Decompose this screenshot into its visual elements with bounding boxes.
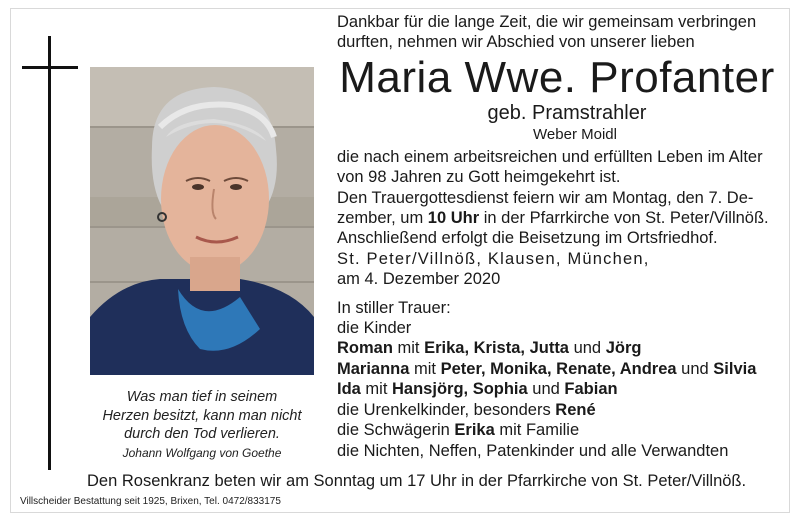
mourners-line	[337, 379, 777, 399]
cross-horizontal-bar	[22, 66, 78, 69]
text-segment: in der Pfarrkirche von St. Peter/Villnöß.	[479, 209, 769, 228]
goethe-quote	[90, 388, 314, 462]
mourner-name: Fabian	[564, 380, 618, 399]
text-segment: die Urenkelkinder, besonders	[337, 400, 556, 419]
text-segment: mit	[392, 339, 425, 358]
mourner-name: René	[555, 400, 596, 419]
mourner-name: Ida	[337, 380, 361, 399]
quote-author: Johann Wolfgang von Goethe	[122, 445, 282, 460]
mourner-name: Silvia	[713, 359, 757, 378]
intro-line: Dankbar für die lange Zeit, die wir gemeinsam verbringen	[337, 13, 757, 31]
mourners-line: die Nichten, Neffen, Patenkinder und alle Verwandten	[337, 441, 729, 460]
mourner-name: Erika, Krista, Jutta	[424, 339, 569, 358]
mourner-name: Peter, Monika, Renate, Andrea	[440, 359, 677, 378]
body-line	[337, 208, 777, 228]
body-line: von 98 Jahren zu Gott heimgekehrt ist.	[337, 168, 621, 187]
portrait-illustration	[90, 67, 314, 375]
mourners-line	[337, 420, 777, 440]
notice-text	[337, 12, 777, 461]
place-line: St. Peter/Villnöß, Klausen, München,	[337, 249, 650, 268]
portrait-photo	[90, 67, 314, 375]
cross-vertical-bar	[48, 36, 51, 470]
mourner-name: Marianna	[337, 359, 410, 378]
mourners-line	[337, 359, 777, 379]
service-time: 10 Uhr	[427, 209, 480, 228]
text-segment: mit	[360, 380, 393, 399]
body-line: Den Trauergottesdienst feiern wir am Montag, den 7. De-	[337, 188, 754, 207]
quote-line: Was man tief in seinem	[126, 389, 278, 405]
text-segment: zember, um	[337, 209, 428, 228]
text-segment: und	[527, 380, 565, 399]
text-segment: und	[568, 339, 606, 358]
funeral-home-footer: Villscheider Bestattung seit 1925, Brixen, Tel. 0472/833175	[20, 496, 281, 507]
mourners-line	[337, 400, 777, 420]
mourner-name: Jörg	[605, 339, 642, 358]
text-segment: die Schwägerin	[337, 421, 455, 440]
nickname: Weber Moidl	[533, 125, 617, 143]
quote-line: durch den Tod verlieren.	[124, 426, 280, 442]
mourners-heading: In stiller Trauer:	[337, 298, 451, 317]
quote-line: Herzen besitzt, kann man nicht	[102, 407, 302, 424]
text-segment: und	[676, 359, 714, 378]
date-line: am 4. Dezember 2020	[337, 270, 501, 289]
body-line: Anschließend erfolgt die Beisetzung im Ortsfriedhof.	[337, 229, 718, 248]
mourners-line	[337, 338, 777, 358]
mourner-name: Erika	[454, 421, 495, 440]
maiden-name: geb. Pramstrahler	[487, 101, 647, 124]
mourner-name: Hansjörg, Sophia	[392, 380, 528, 399]
intro-line: durften, nehmen wir Abschied von unserer lieben	[337, 33, 695, 52]
text-segment: mit Familie	[494, 421, 580, 440]
body-line: die nach einem arbeitsreichen und erfüllten Leben im Alter	[337, 147, 763, 166]
mourner-name: Roman	[337, 339, 393, 358]
deceased-name: Maria Wwe. Profanter	[339, 52, 775, 102]
mourners-line: die Kinder	[337, 319, 412, 338]
rosary-line: Den Rosenkranz beten wir am Sonntag um 17 Uhr in der Pfarrkirche von St. Peter/Villnöß.	[87, 472, 747, 490]
text-segment: mit	[409, 359, 441, 378]
